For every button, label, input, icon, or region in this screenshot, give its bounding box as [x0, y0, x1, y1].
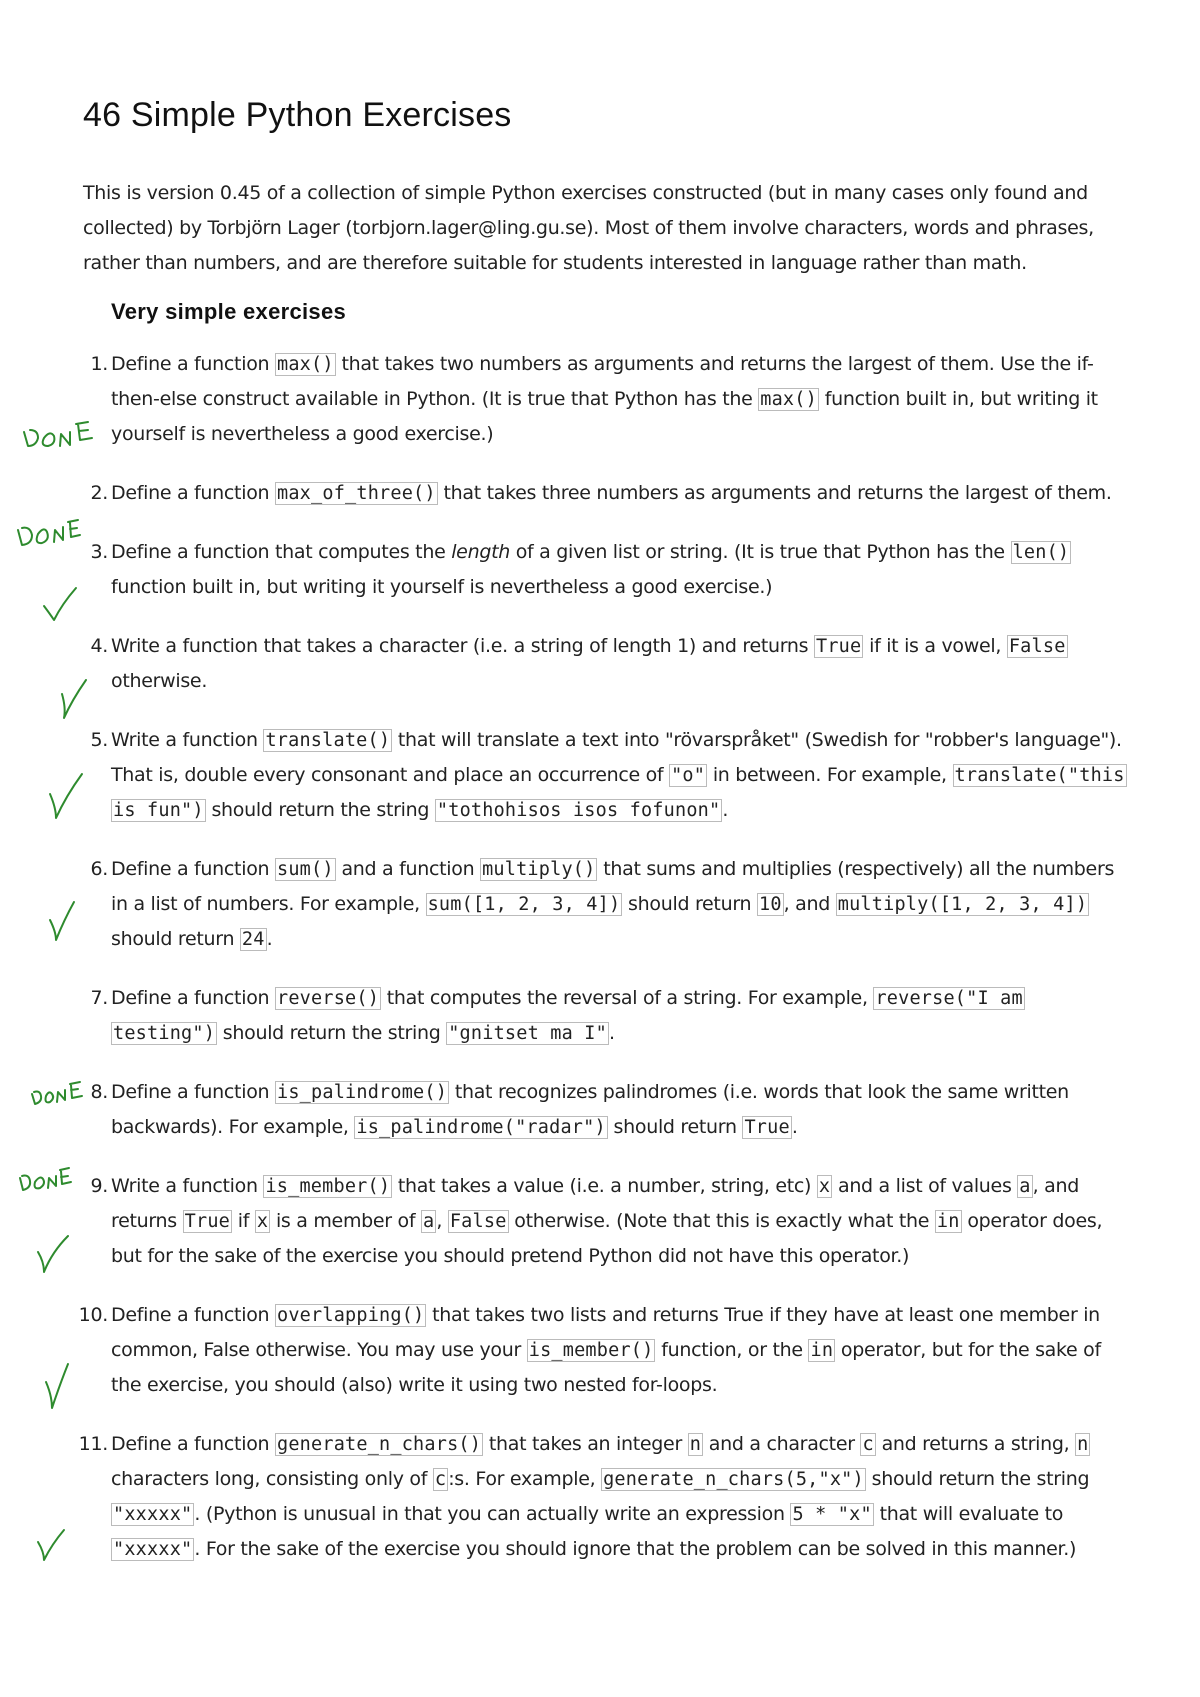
- exercise-text: and a character: [703, 1433, 861, 1455]
- inline-code: is_palindrome(): [277, 1082, 448, 1103]
- exercise-text: , and: [783, 893, 836, 915]
- exercise-text: Define a function: [111, 1081, 275, 1103]
- exercise-text: and a function: [335, 858, 481, 880]
- exercise-text: in between. For example,: [707, 764, 953, 786]
- exercise-text: Define a function: [111, 1433, 275, 1455]
- exercise-text: that sums and multiplies (respectively) all the numbers in a list of numbers. For example,: [111, 858, 1115, 915]
- exercise-item: [83, 1169, 1133, 1274]
- exercise-text: that computes the reversal of a string. For example,: [381, 987, 874, 1009]
- inline-code: sum(): [277, 859, 334, 880]
- exercise-text: characters long, consisting only of: [111, 1468, 433, 1490]
- exercise-item: [78, 1298, 1133, 1403]
- inline-code: 5 * "x": [792, 1504, 872, 1525]
- document-page: [78, 96, 1133, 1591]
- exercise-text: otherwise. (Note that this is exactly what the: [508, 1210, 935, 1232]
- inline-code: "xxxxx": [113, 1539, 193, 1560]
- exercise-text: that takes three numbers as arguments and returns the largest of them.: [437, 482, 1112, 504]
- exercise-text: . (Python is unusual in that you can actually write an expression: [194, 1503, 791, 1525]
- exercise-number: 7.: [90, 987, 108, 1009]
- exercise-text: Write a function: [111, 1175, 264, 1197]
- inline-code: "o": [671, 765, 706, 786]
- exercise-text: function, or the: [655, 1339, 809, 1361]
- exercise-item: [83, 1075, 1133, 1145]
- inline-code: is_member(): [265, 1176, 391, 1197]
- inline-code: c: [862, 1434, 874, 1455]
- exercise-text: Define a function: [111, 1304, 275, 1326]
- exercise-text: Define a function: [111, 353, 275, 375]
- inline-code: False: [1008, 636, 1066, 657]
- inline-code: generate_n_chars(5,"x"): [603, 1469, 864, 1490]
- inline-code: True: [184, 1211, 230, 1232]
- handwritten-check-mark-6: [50, 902, 74, 940]
- exercise-text: that recognizes palindromes (i.e. words that look the same written backwards). For example,: [111, 1081, 1069, 1138]
- inline-code: "xxxxx": [113, 1504, 193, 1525]
- exercise-item: [83, 347, 1133, 452]
- inline-code: a: [1019, 1176, 1031, 1197]
- exercise-text: function built in, but writing it yourself is nevertheless a good exercise.): [111, 576, 773, 598]
- inline-code: reverse("I am testing"): [113, 988, 1023, 1044]
- inline-code: reverse(): [277, 988, 380, 1009]
- exercise-number: 5.: [90, 729, 108, 751]
- exercise-text: Write a function that takes a character (i.e. a string of length 1) and returns: [111, 635, 814, 657]
- inline-code: is_member(): [528, 1340, 654, 1361]
- exercise-text: , and returns: [111, 1175, 1079, 1232]
- inline-code: is_palindrome("radar"): [356, 1117, 606, 1138]
- exercise-text: Define a function that computes the: [111, 541, 452, 563]
- inline-code: max_of_three(): [277, 483, 436, 504]
- exercise-text: should return the string: [217, 1022, 447, 1044]
- inline-code: a: [423, 1211, 435, 1232]
- exercise-text: of a given list or string. (It is true that Python has the: [509, 541, 1011, 563]
- exercise-text: .: [266, 928, 273, 950]
- inline-code: "gnitset ma I": [448, 1023, 607, 1044]
- exercise-text: Define a function: [111, 987, 275, 1009]
- exercise-text: and returns a string,: [875, 1433, 1076, 1455]
- exercise-text: Define a function: [111, 858, 275, 880]
- inline-code: overlapping(): [277, 1305, 425, 1326]
- inline-code: multiply(): [482, 859, 596, 880]
- handwritten-done-mark-1: [24, 422, 92, 446]
- inline-code: len(): [1012, 542, 1070, 563]
- handwritten-check-mark-5: [50, 774, 82, 818]
- exercise-text: if: [232, 1210, 255, 1232]
- exercise-number: 3.: [90, 541, 108, 563]
- exercise-text: .: [791, 1116, 798, 1138]
- exercise-text: operator, but for the sake of the exercise, you should (also) write it using two nested for-loops.: [111, 1339, 1101, 1396]
- exercise-number: 1.: [90, 353, 108, 375]
- exercise-text: ,: [436, 1210, 448, 1232]
- exercise-text: that takes two lists and returns True if they have at least one member in common, False otherwise. You may use your: [111, 1304, 1100, 1361]
- exercise-text: if it is a vowel,: [863, 635, 1007, 657]
- exercise-number: 11.: [78, 1433, 108, 1455]
- handwritten-done-mark-8: [20, 1168, 71, 1190]
- exercise-item: [83, 476, 1133, 511]
- exercise-text: and a list of values: [832, 1175, 1018, 1197]
- exercise-text: that takes a value (i.e. a number, string, etc): [392, 1175, 817, 1197]
- inline-code: in: [810, 1340, 834, 1361]
- exercise-item: [83, 852, 1133, 957]
- inline-code: True: [816, 636, 862, 657]
- inline-code: in: [936, 1211, 960, 1232]
- inline-code: generate_n_chars(): [277, 1434, 482, 1455]
- inline-code: max(): [277, 354, 334, 375]
- exercise-text: should return the string: [865, 1468, 1090, 1490]
- inline-code: c: [434, 1469, 447, 1490]
- handwritten-check-mark-10: [46, 1364, 68, 1408]
- exercise-text: should return the string: [205, 799, 435, 821]
- exercise-list: [78, 347, 1133, 1567]
- exercise-item: [78, 1427, 1133, 1567]
- inline-code: "tothohisos isos fofunon": [436, 800, 721, 821]
- handwritten-check-mark-3: [44, 588, 76, 620]
- exercise-text: otherwise.: [111, 670, 208, 692]
- exercise-item: [83, 981, 1133, 1051]
- inline-code: n: [1077, 1434, 1089, 1455]
- exercise-text: function built in, but writing it yourself is nevertheless a good exercise.): [111, 388, 1098, 445]
- handwritten-check-mark-9: [38, 1236, 68, 1272]
- exercise-item: [83, 535, 1133, 605]
- exercise-text: that will translate a text into "rövarspråket" (Swedish for "robber's language"). That is, double every consonant and place an occurrence of: [111, 729, 1122, 786]
- exercise-text: Write a function: [111, 729, 264, 751]
- intro-paragraph: This is version 0.45 of a collection of simple Python exercises constructed (but in many cases only found and collected) by Torbjörn Lager (torbjorn.lager@ling.gu.se). Most of them involve characters, words and phrases, rather than numbers, and are therefore suitable for students interested in language rather than math.: [83, 182, 1094, 274]
- exercise-text: :s. For example,: [448, 1468, 602, 1490]
- inline-code: max(): [760, 389, 817, 410]
- exercise-number: 4.: [90, 635, 108, 657]
- exercise-text: that will evaluate to: [873, 1503, 1064, 1525]
- handwritten-check-mark-11: [38, 1530, 64, 1560]
- exercise-text: that takes an integer: [483, 1433, 688, 1455]
- exercise-item: [83, 723, 1133, 828]
- inline-code: n: [689, 1434, 702, 1455]
- exercise-text: .: [722, 799, 729, 821]
- exercise-number: 2.: [90, 482, 108, 504]
- inline-code: True: [744, 1117, 790, 1138]
- inline-code: x: [818, 1176, 831, 1197]
- inline-code: translate("this is fun"): [113, 765, 1125, 821]
- exercise-text: Define a function: [111, 482, 275, 504]
- exercise-text: .: [608, 1022, 615, 1044]
- exercise-number: 9.: [90, 1175, 108, 1197]
- exercise-text: is a member of: [270, 1210, 422, 1232]
- inline-code: translate(): [265, 730, 391, 751]
- exercise-number: 8.: [90, 1081, 108, 1103]
- exercise-number: 10.: [78, 1304, 108, 1326]
- exercise-text: operator does, but for the sake of the exercise you should pretend Python did not have this operator.): [111, 1210, 1103, 1267]
- inline-code: multiply([1, 2, 3, 4]): [837, 894, 1088, 915]
- exercise-text: that takes two numbers as arguments and returns the largest of them. Use the if-then-else construct available in Python. (It is true that Python has the: [111, 353, 1094, 410]
- exercise-text: should return: [111, 928, 240, 950]
- inline-code: 10: [758, 894, 782, 915]
- inline-code: 24: [241, 929, 265, 950]
- inline-code: sum([1, 2, 3, 4]): [427, 894, 621, 915]
- exercise-text: . For the sake of the exercise you should ignore that the problem can be solved in this manner.): [194, 1538, 1077, 1560]
- exercise-text: should return: [607, 1116, 743, 1138]
- exercise-text: should return: [622, 893, 757, 915]
- emphasis-text: length: [451, 541, 510, 563]
- exercise-item: [83, 629, 1133, 699]
- inline-code: x: [256, 1211, 269, 1232]
- inline-code: False: [449, 1211, 507, 1232]
- section-heading: Very simple exercises: [111, 299, 347, 324]
- exercise-number: 6.: [90, 858, 108, 880]
- page-title: 46 Simple Python Exercises: [83, 96, 512, 134]
